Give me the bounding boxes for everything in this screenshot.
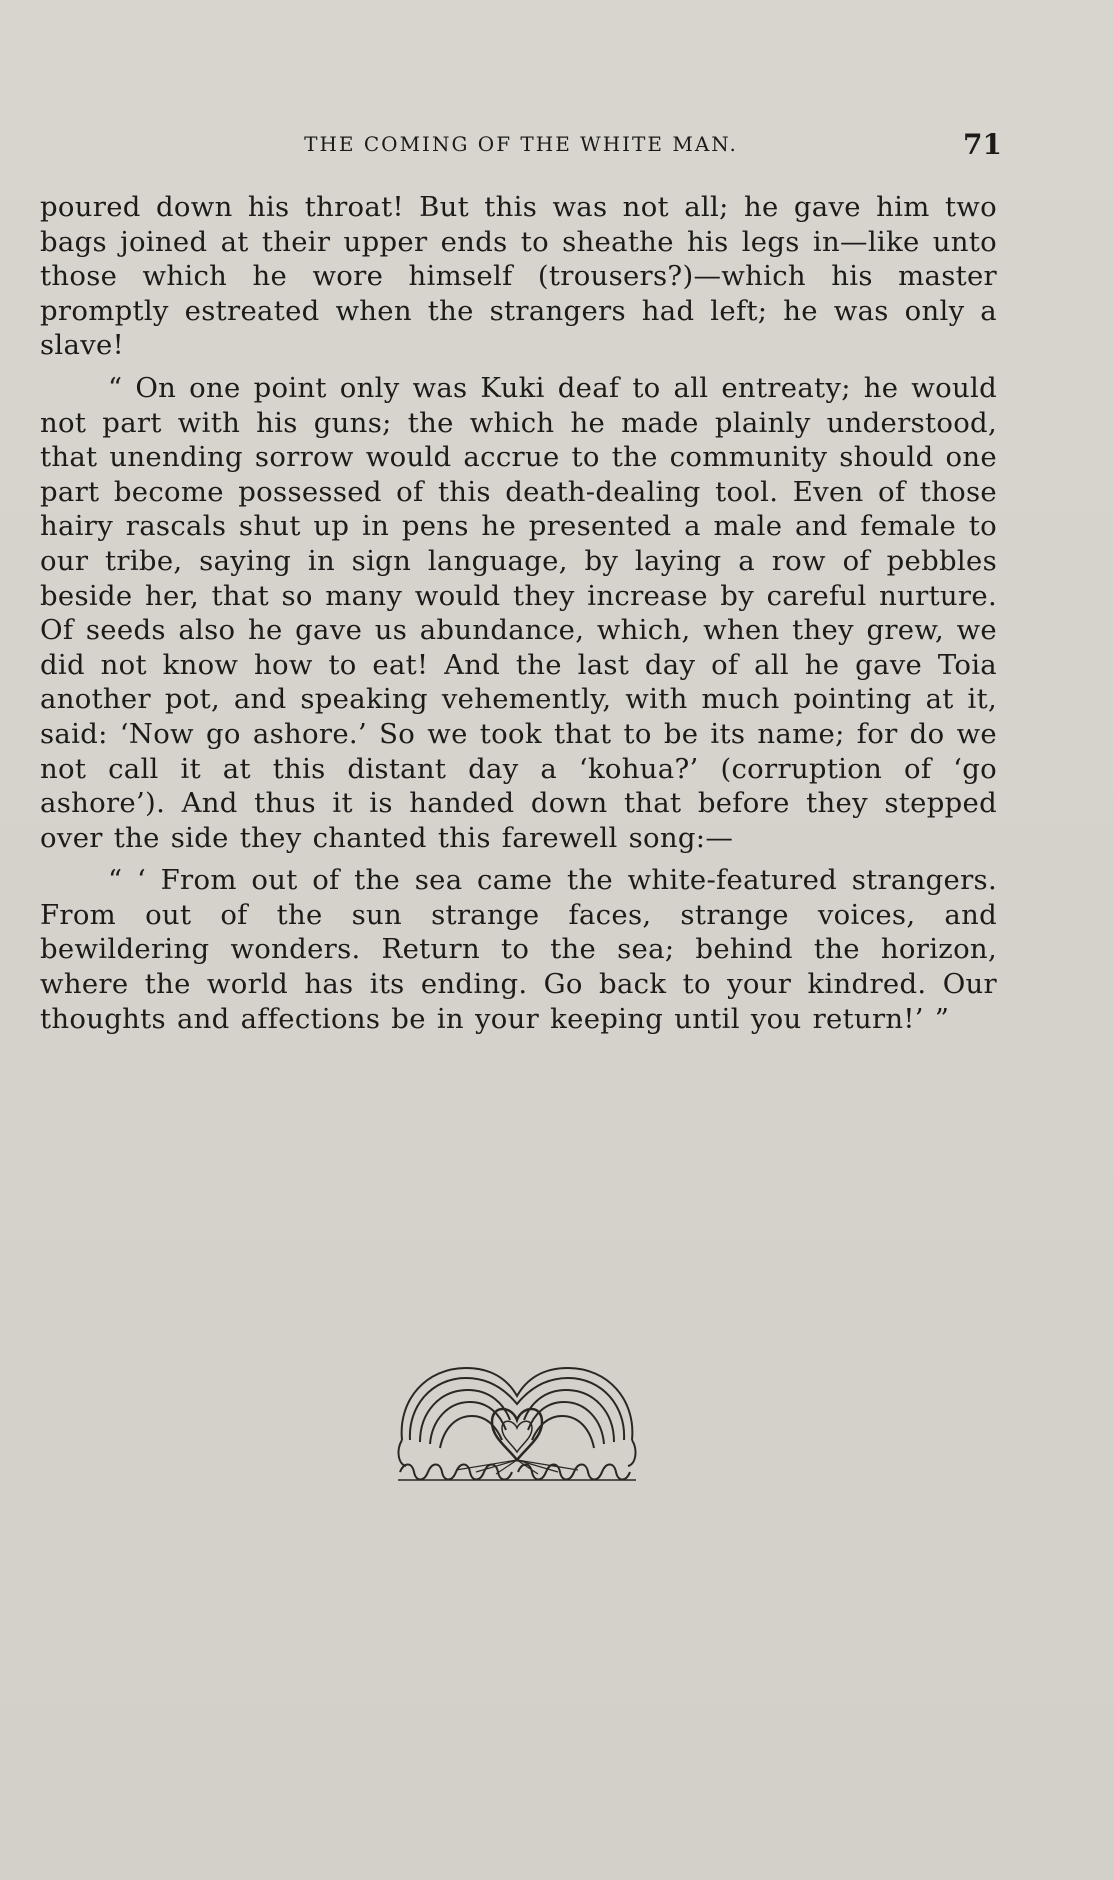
page-header	[40, 128, 1002, 160]
paragraph-continuation: poured down his throat! But this was not all; he gave him two bags joined at their upper ends to sheathe his legs in—like unto those which he wore himself (trousers?)—which his master promptly estreated when the strangers had left; he was only a slave!	[40, 191, 997, 362]
paragraph-kuki-guns: “ On one point only was Kuki deaf to all entreaty; he would not part with his guns; the which he made plainly understood, that unending sorrow would accrue to the community should one part become possessed of this death-dealing tool. Even of those hairy rascals shut up in pens he presented a male and female to our tribe, saying in sign language, by laying a row of pebbles beside her, that so many would they increase by careful nurture. Of seeds also he gave us abundance, which, when they grew, we did not know how to eat! And the last day of all he gave Toia another pot, and speaking vehemently, with much pointing at it, said: ‘Now go ashore.’ So we took that to be its name; for do we not call it at this distant day a ‘kohua?’ (corruption of ‘go ashore’). And thus it is handed down that before they stepped over the side they chanted this farewell song:—	[40, 371, 997, 854]
running-head: THE COMING OF THE WHITE MAN.	[304, 132, 738, 156]
body-text	[40, 190, 997, 1036]
paragraph-farewell-song: “ ‘ From out of the sea came the white-featured strangers. From out of the sun strange faces, strange voices, and bewildering wonders. Return to the sea; behind the horizon, where the world has its ending. Go back to your kindred. Our thoughts and affections be in your keeping until you return!’ ”	[40, 864, 997, 1035]
page-number: 71	[963, 128, 1002, 161]
heart-scroll-ornament-icon	[396, 1360, 638, 1484]
